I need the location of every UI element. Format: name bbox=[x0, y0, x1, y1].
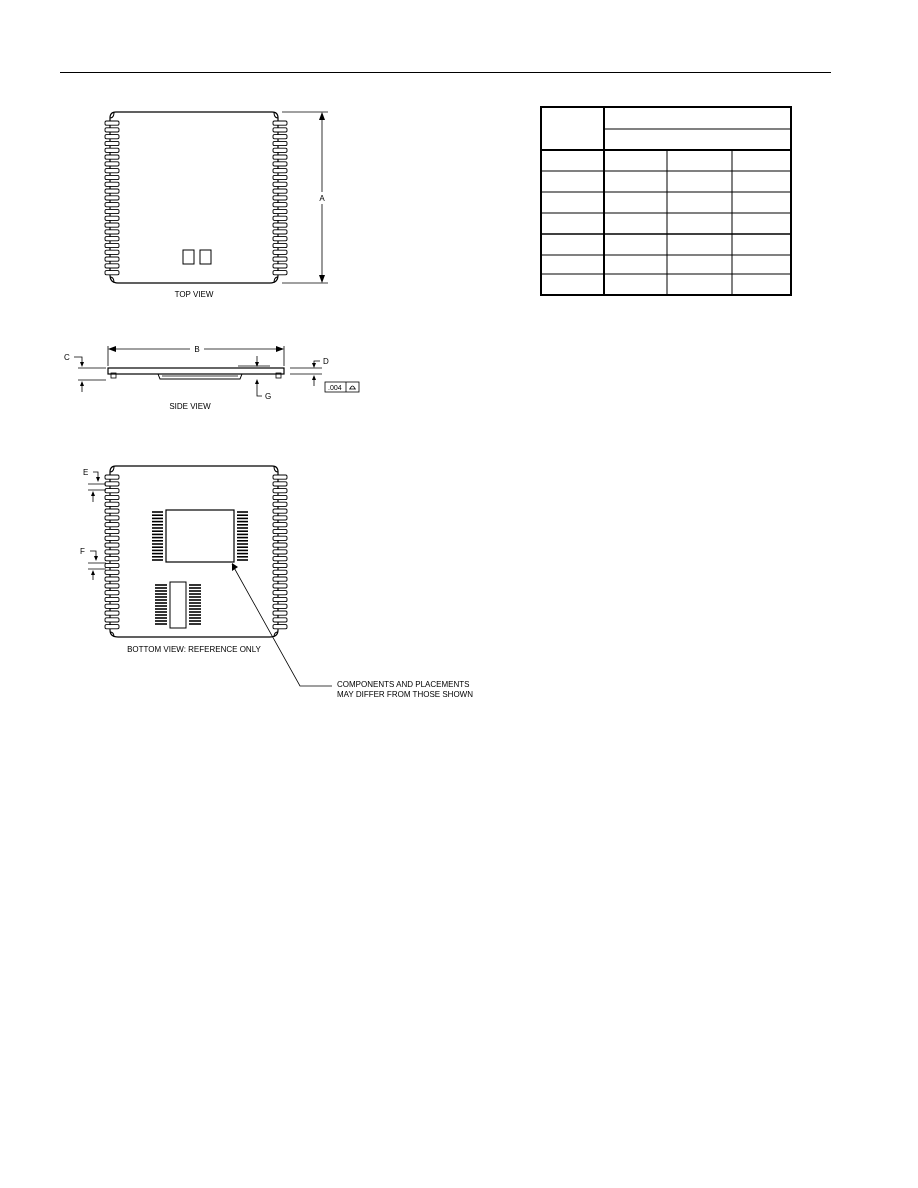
castellated-pad bbox=[273, 237, 287, 241]
castellated-pad bbox=[105, 203, 119, 207]
castellated-pad bbox=[105, 591, 119, 595]
castellated-pad bbox=[273, 250, 287, 254]
castellated-pad bbox=[105, 230, 119, 234]
castellated-pad bbox=[273, 196, 287, 200]
castellated-pad bbox=[273, 618, 287, 622]
castellated-pad bbox=[273, 509, 287, 513]
castellated-pad bbox=[273, 536, 287, 540]
castellated-pad bbox=[105, 475, 119, 479]
note-line-2: MAY DIFFER FROM THOSE SHOWN bbox=[337, 690, 474, 699]
castellated-pad bbox=[273, 543, 287, 547]
castellated-pad bbox=[105, 529, 119, 533]
bottom-view-caption: BOTTOM VIEW: REFERENCE ONLY bbox=[127, 645, 261, 654]
castellated-pad bbox=[273, 557, 287, 561]
castellated-pad bbox=[105, 489, 119, 493]
castellated-pad bbox=[105, 182, 119, 186]
castellated-pad bbox=[105, 148, 119, 152]
castellated-pad bbox=[105, 543, 119, 547]
castellated-pad bbox=[273, 148, 287, 152]
castellated-pad bbox=[273, 271, 287, 275]
castellated-pad bbox=[273, 550, 287, 554]
castellated-pad bbox=[273, 162, 287, 166]
castellated-pad bbox=[105, 625, 119, 629]
castellated-pad bbox=[105, 155, 119, 159]
top-view-right-pads bbox=[273, 121, 287, 275]
castellated-pad bbox=[273, 141, 287, 145]
castellated-pad bbox=[105, 618, 119, 622]
castellated-pad bbox=[105, 570, 119, 574]
castellated-pad bbox=[273, 216, 287, 220]
castellated-pad bbox=[273, 523, 287, 527]
castellated-pad bbox=[105, 502, 119, 506]
bottom-view-left-pads bbox=[105, 475, 119, 629]
castellated-pad bbox=[105, 597, 119, 601]
top-view-marker-right bbox=[200, 250, 211, 264]
flatness-symbol-icon bbox=[349, 386, 356, 389]
castellated-pad bbox=[105, 121, 119, 125]
top-view-caption: TOP VIEW bbox=[174, 290, 214, 299]
bottom-view-right-pads bbox=[273, 475, 287, 629]
castellated-pad bbox=[105, 209, 119, 213]
castellated-pad bbox=[105, 141, 119, 145]
small-chip-right-leads bbox=[189, 585, 201, 624]
dim-f-label: F bbox=[80, 547, 85, 556]
castellated-pad bbox=[273, 495, 287, 499]
castellated-pad bbox=[273, 516, 287, 520]
castellated-pad bbox=[105, 189, 119, 193]
castellated-pad bbox=[105, 604, 119, 608]
castellated-pad bbox=[105, 257, 119, 261]
castellated-pad bbox=[105, 557, 119, 561]
castellated-pad bbox=[105, 482, 119, 486]
castellated-pad bbox=[105, 611, 119, 615]
castellated-pad bbox=[273, 597, 287, 601]
castellated-pad bbox=[105, 584, 119, 588]
castellated-pad bbox=[273, 489, 287, 493]
castellated-pad bbox=[273, 169, 287, 173]
castellated-pad bbox=[273, 611, 287, 615]
castellated-pad bbox=[273, 223, 287, 227]
castellated-pad bbox=[273, 577, 287, 581]
castellated-pad bbox=[273, 182, 287, 186]
note-line-1: COMPONENTS AND PLACEMENTS bbox=[337, 680, 470, 689]
main-chip-left-leads bbox=[152, 512, 163, 560]
dimension-table-grid bbox=[542, 108, 790, 294]
castellated-pad bbox=[273, 604, 287, 608]
side-view-caption: SIDE VIEW bbox=[169, 402, 211, 411]
castellated-pad bbox=[273, 230, 287, 234]
castellated-pad bbox=[105, 243, 119, 247]
castellated-pad bbox=[273, 175, 287, 179]
castellated-pad bbox=[105, 162, 119, 166]
bottom-view bbox=[80, 466, 473, 699]
castellated-pad bbox=[105, 216, 119, 220]
castellated-pad bbox=[273, 563, 287, 567]
small-chip-left-leads bbox=[155, 585, 167, 624]
castellated-pad bbox=[273, 570, 287, 574]
dim-a-label: A bbox=[319, 194, 325, 203]
castellated-pad bbox=[105, 169, 119, 173]
castellated-pad bbox=[105, 196, 119, 200]
castellated-pad bbox=[105, 264, 119, 268]
side-view bbox=[64, 345, 359, 411]
castellated-pad bbox=[273, 482, 287, 486]
castellated-pad bbox=[105, 563, 119, 567]
castellated-pad bbox=[273, 128, 287, 132]
castellated-pad bbox=[273, 625, 287, 629]
dim-b-label: B bbox=[194, 345, 200, 354]
castellated-pad bbox=[273, 135, 287, 139]
castellated-pad bbox=[105, 495, 119, 499]
castellated-pad bbox=[105, 509, 119, 513]
castellated-pad bbox=[273, 584, 287, 588]
dim-c-label: C bbox=[64, 353, 70, 362]
top-view-marker-left bbox=[183, 250, 194, 264]
castellated-pad bbox=[105, 536, 119, 540]
bottom-view-main-chip bbox=[166, 510, 234, 562]
castellated-pad bbox=[105, 577, 119, 581]
castellated-pad bbox=[105, 271, 119, 275]
dim-e-label: E bbox=[83, 468, 89, 477]
castellated-pad bbox=[105, 523, 119, 527]
side-view-board bbox=[108, 368, 284, 374]
top-view-left-pads bbox=[105, 121, 119, 275]
top-view bbox=[105, 112, 328, 299]
dim-d-label: D bbox=[323, 357, 329, 366]
castellated-pad bbox=[273, 529, 287, 533]
bottom-view-small-chip bbox=[170, 582, 186, 628]
dimension-table bbox=[540, 106, 792, 296]
castellated-pad bbox=[273, 121, 287, 125]
main-chip-right-leads bbox=[237, 512, 248, 560]
castellated-pad bbox=[273, 243, 287, 247]
castellated-pad bbox=[273, 257, 287, 261]
castellated-pad bbox=[273, 209, 287, 213]
castellated-pad bbox=[105, 550, 119, 554]
castellated-pad bbox=[273, 502, 287, 506]
castellated-pad bbox=[273, 264, 287, 268]
castellated-pad bbox=[105, 516, 119, 520]
castellated-pad bbox=[273, 475, 287, 479]
castellated-pad bbox=[105, 237, 119, 241]
dim-g-label: G bbox=[265, 392, 272, 401]
castellated-pad bbox=[105, 223, 119, 227]
castellated-pad bbox=[105, 250, 119, 254]
tolerance-value: .004 bbox=[328, 385, 342, 392]
castellated-pad bbox=[105, 135, 119, 139]
castellated-pad bbox=[105, 175, 119, 179]
castellated-pad bbox=[273, 189, 287, 193]
castellated-pad bbox=[105, 128, 119, 132]
castellated-pad bbox=[273, 203, 287, 207]
castellated-pad bbox=[273, 591, 287, 595]
castellated-pad bbox=[273, 155, 287, 159]
